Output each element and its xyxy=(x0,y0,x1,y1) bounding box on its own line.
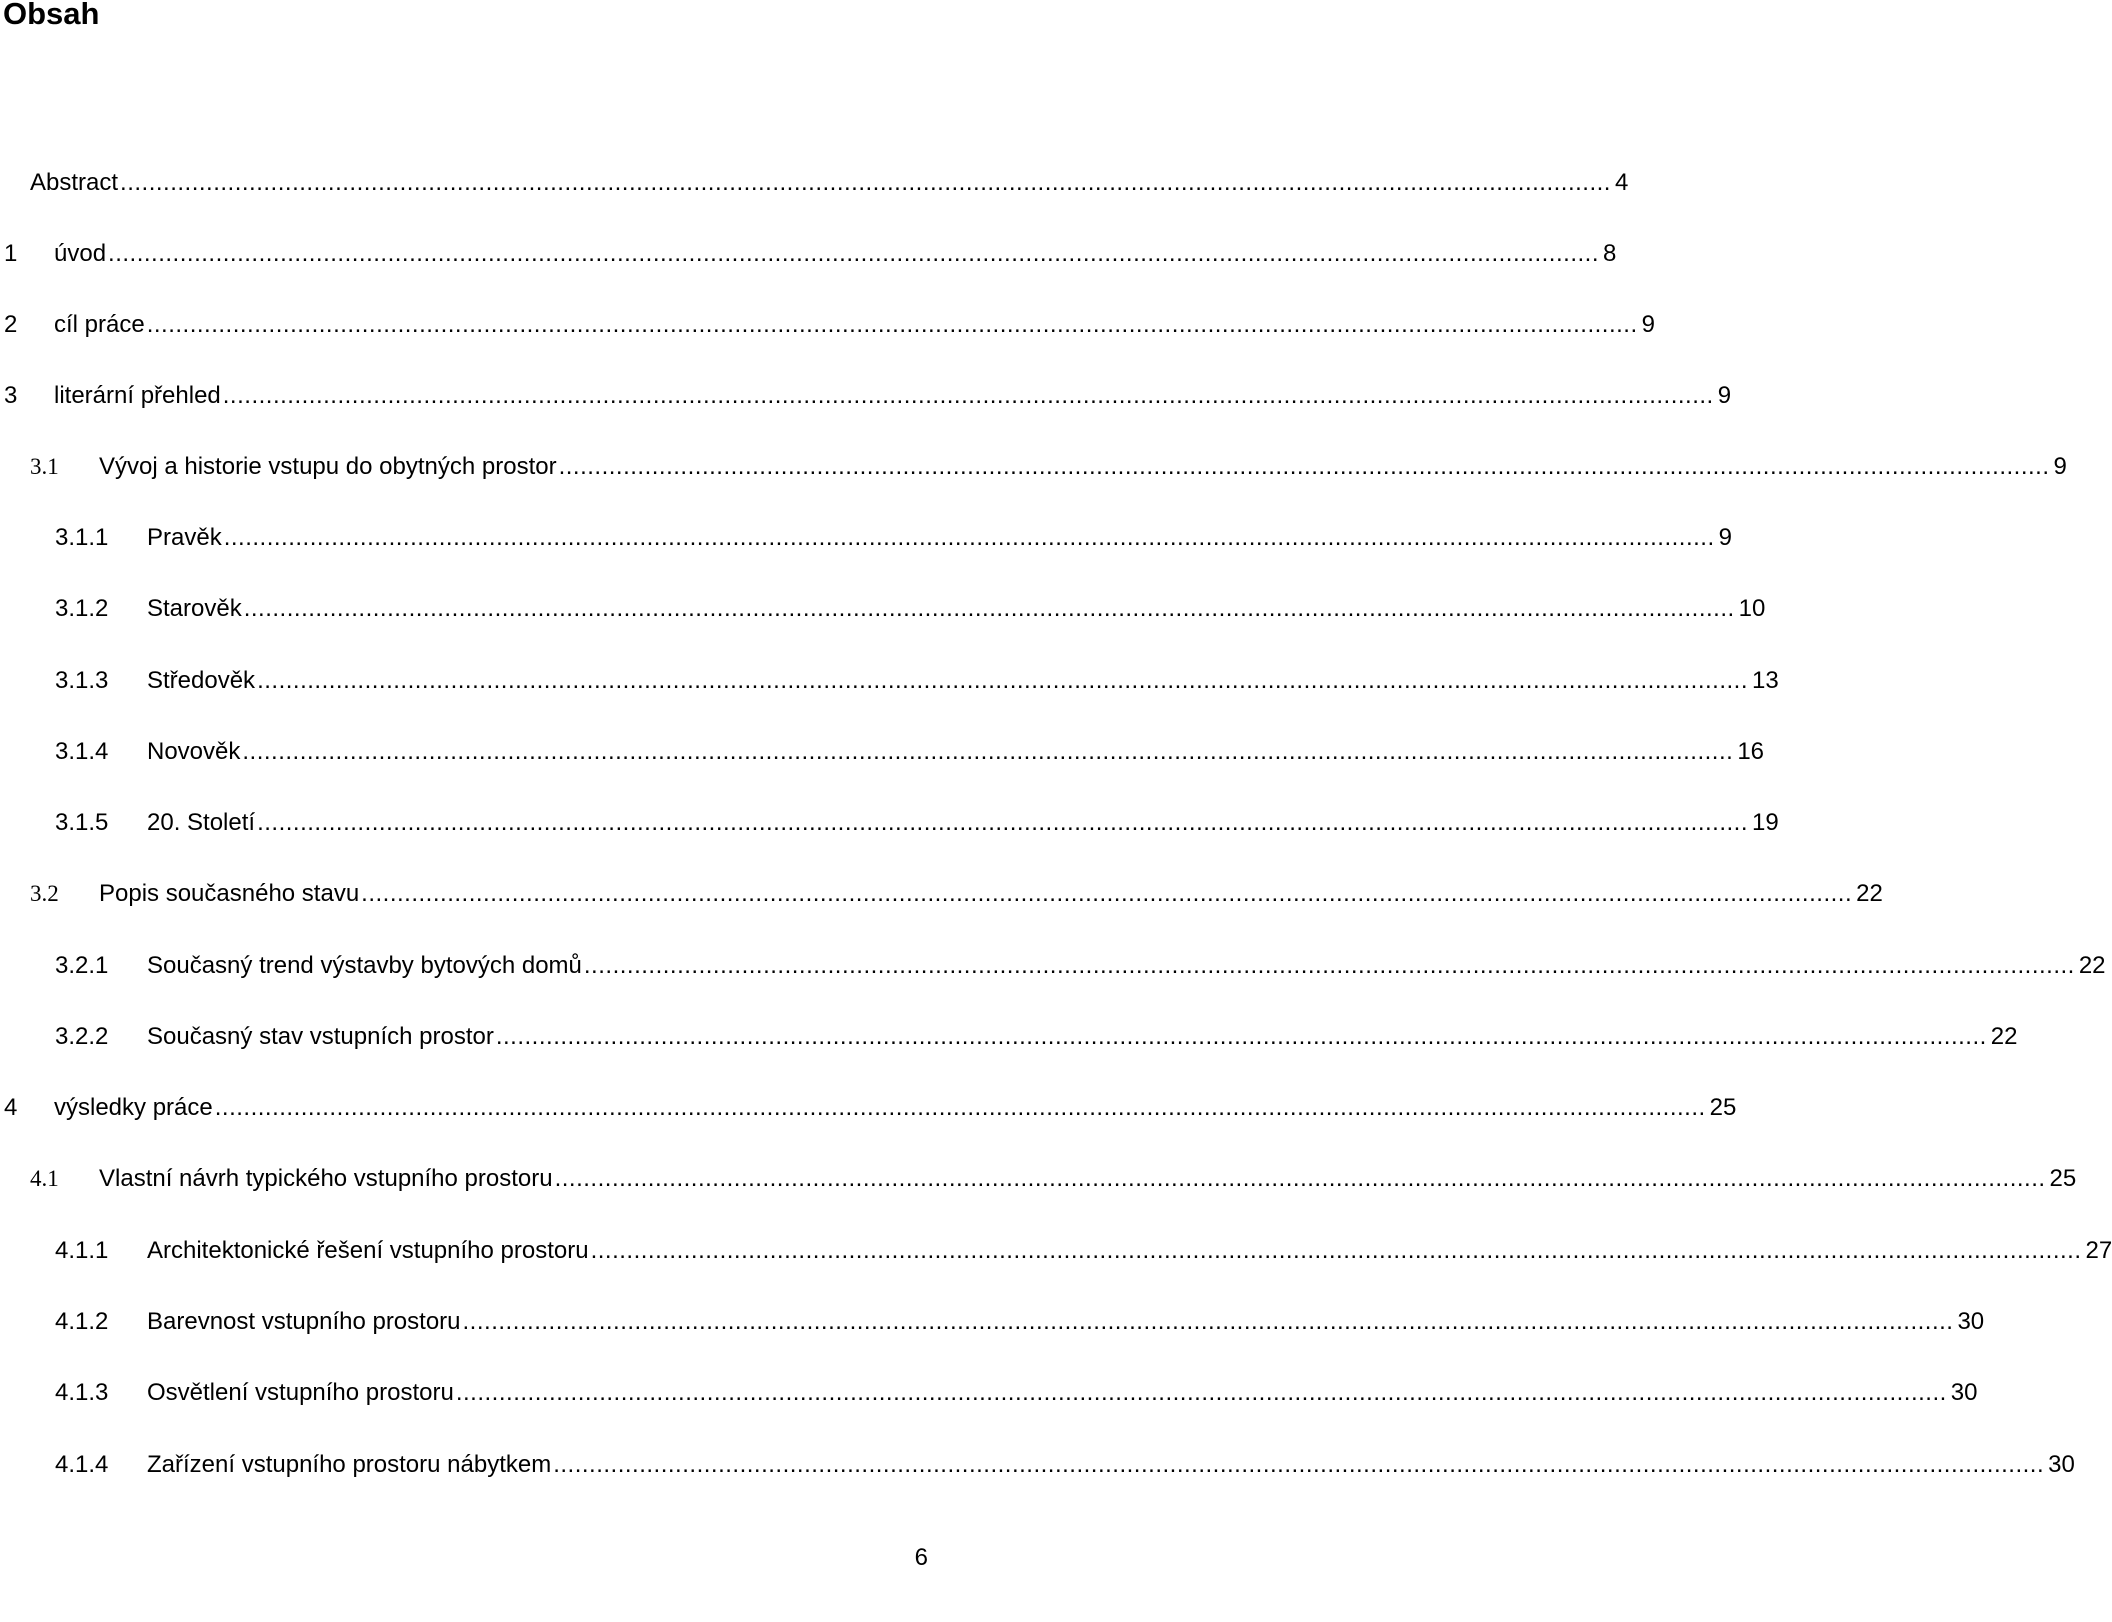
toc-entry-title: Vývoj a historie vstupu do obytných prostor xyxy=(99,453,557,480)
dot-leader: ................................................................................................................................................................................................................ xyxy=(583,952,2075,979)
page-heading: Obsah xyxy=(3,0,100,31)
toc-entry-title: Pravěk xyxy=(147,524,222,551)
dot-leader: ................................................................................................................................................................................................................ xyxy=(558,453,2050,480)
toc-entry-abstract[interactable] xyxy=(0,163,1629,203)
toc-entry-4[interactable] xyxy=(0,1088,1737,1128)
toc-entry-title: Novověk xyxy=(147,738,241,765)
toc-entry-title: cíl práce xyxy=(54,311,145,338)
toc-entry-page: 9 xyxy=(1717,382,1732,409)
toc-entry-number: 3.1.2 xyxy=(55,595,109,622)
toc-entry-page: 8 xyxy=(1602,240,1617,267)
toc-entry-title: 20. Století xyxy=(147,809,256,836)
toc-entry-3-1-4[interactable] xyxy=(0,732,1765,772)
toc-entry-page: 25 xyxy=(1709,1094,1737,1121)
toc-entry-title: Abstract xyxy=(30,169,119,196)
toc-entry-title: literární přehled xyxy=(54,382,221,409)
dot-leader: ................................................................................................................................................................................................................ xyxy=(257,809,1749,836)
toc-entry-title: Barevnost vstupního prostoru xyxy=(147,1308,461,1335)
toc-entry-title: Současný stav vstupních prostor xyxy=(147,1023,494,1050)
toc-entry-number: 4.1 xyxy=(30,1166,59,1191)
toc-entry-title: Starověk xyxy=(147,595,242,622)
toc-entry-4-1[interactable] xyxy=(0,1159,2077,1199)
toc-entry-number: 3.1.3 xyxy=(55,667,109,694)
toc-entry-page: 4 xyxy=(1614,169,1629,196)
dot-leader: ................................................................................................................................................................................................................ xyxy=(223,524,1715,551)
dot-leader: ................................................................................................................................................................................................................ xyxy=(361,880,1853,907)
dot-leader: ................................................................................................................................................................................................................ xyxy=(242,738,1734,765)
toc-entry-page: 9 xyxy=(1641,311,1655,338)
dot-leader: ................................................................................................................................................................................................................ xyxy=(146,311,1638,338)
toc-entry-page: 13 xyxy=(1752,667,1779,694)
dot-leader: ................................................................................................................................................................................................................ xyxy=(243,595,1735,622)
toc-entry-page: 30 xyxy=(1950,1379,1978,1406)
toc-entry-3[interactable] xyxy=(0,376,1732,416)
toc-entry-4-1-3[interactable] xyxy=(0,1373,1978,1413)
toc-entry-number: 1 xyxy=(4,240,18,267)
dot-leader: ................................................................................................................................................................................................................ xyxy=(495,1023,1987,1050)
toc-entry-page: 10 xyxy=(1738,595,1766,622)
dot-leader: ................................................................................................................................................................................................................ xyxy=(214,1094,1706,1121)
toc-entry-page: 22 xyxy=(2078,952,2106,979)
dot-leader: ................................................................................................................................................................................................................ xyxy=(553,1451,2045,1478)
dot-leader: ................................................................................................................................................................................................................ xyxy=(257,667,1748,694)
toc-entry-number: 4.1.2 xyxy=(55,1308,109,1335)
toc-entry-1[interactable] xyxy=(0,234,1617,274)
toc-entry-3-1-5[interactable] xyxy=(0,803,1779,843)
toc-entry-3-1-3[interactable] xyxy=(0,661,1779,701)
toc-entry-4-1-2[interactable] xyxy=(0,1302,1985,1342)
dot-leader: ................................................................................................................................................................................................................ xyxy=(108,240,1599,267)
toc-entry-number: 3.1 xyxy=(30,454,59,479)
toc-entry-title: Osvětlení vstupního prostoru xyxy=(147,1379,454,1406)
toc-entry-page: 30 xyxy=(1957,1308,1985,1335)
toc-entry-page: 16 xyxy=(1737,738,1765,765)
toc-entry-number: 3.1.4 xyxy=(55,738,109,765)
page-number: 6 xyxy=(914,1544,928,1571)
dot-leader: ................................................................................................................................................................................................................ xyxy=(120,169,1611,196)
toc-entry-number: 3.2.1 xyxy=(55,952,109,979)
toc-entry-number: 4 xyxy=(4,1094,18,1121)
toc-entry-page: 9 xyxy=(2053,453,2067,480)
toc-entry-3-1-1[interactable] xyxy=(0,518,1732,558)
toc-entry-3-1[interactable] xyxy=(0,447,2067,487)
toc-entry-number: 4.1.1 xyxy=(55,1237,109,1264)
toc-entry-number: 3.2.2 xyxy=(55,1023,109,1050)
toc-entry-title: Popis současného stavu xyxy=(99,880,360,907)
toc-entry-number: 3.2 xyxy=(30,881,59,906)
toc-entry-4-1-1[interactable] xyxy=(0,1231,2112,1271)
toc-entry-number: 4.1.4 xyxy=(55,1451,109,1478)
toc-entry-3-2-1[interactable] xyxy=(0,946,2106,986)
dot-leader: ................................................................................................................................................................................................................ xyxy=(590,1237,2082,1264)
toc-entry-title: úvod xyxy=(54,240,107,267)
toc-entry-page: 22 xyxy=(1990,1023,2018,1050)
toc-entry-title: Zařízení vstupního prostoru nábytkem xyxy=(147,1451,552,1478)
toc-entry-page: 19 xyxy=(1752,809,1779,836)
dot-leader: ................................................................................................................................................................................................................ xyxy=(554,1165,2046,1192)
toc-entry-title: výsledky práce xyxy=(54,1094,213,1121)
toc-entry-3-1-2[interactable] xyxy=(0,589,1766,629)
toc-entry-number: 2 xyxy=(4,311,18,338)
toc-entry-3-2[interactable] xyxy=(0,874,1883,914)
dot-leader: ................................................................................................................................................................................................................ xyxy=(455,1379,1947,1406)
toc-entry-number: 3 xyxy=(4,382,18,409)
toc-entry-title: Architektonické řešení vstupního prostoru xyxy=(147,1237,589,1264)
toc-entry-title: Středověk xyxy=(147,667,256,694)
toc-entry-page: 27 xyxy=(2085,1237,2112,1264)
toc-entry-3-2-2[interactable] xyxy=(0,1017,2018,1057)
dot-leader: ................................................................................................................................................................................................................ xyxy=(222,382,1714,409)
dot-leader: ................................................................................................................................................................................................................ xyxy=(462,1308,1954,1335)
toc-entry-number: 4.1.3 xyxy=(55,1379,109,1406)
toc-entry-page: 30 xyxy=(2048,1451,2075,1478)
toc-entry-page: 9 xyxy=(1718,524,1732,551)
toc-entry-2[interactable] xyxy=(0,305,1655,345)
toc-entry-page: 25 xyxy=(2049,1165,2077,1192)
toc-entry-title: Současný trend výstavby bytových domů xyxy=(147,952,582,979)
toc-entry-page: 22 xyxy=(1856,880,1883,907)
toc-entry-4-1-4[interactable] xyxy=(0,1445,2075,1485)
toc-entry-number: 3.1.5 xyxy=(55,809,109,836)
toc-entry-title: Vlastní návrh typického vstupního prostoru xyxy=(99,1165,553,1192)
toc-entry-number: 3.1.1 xyxy=(55,524,109,551)
